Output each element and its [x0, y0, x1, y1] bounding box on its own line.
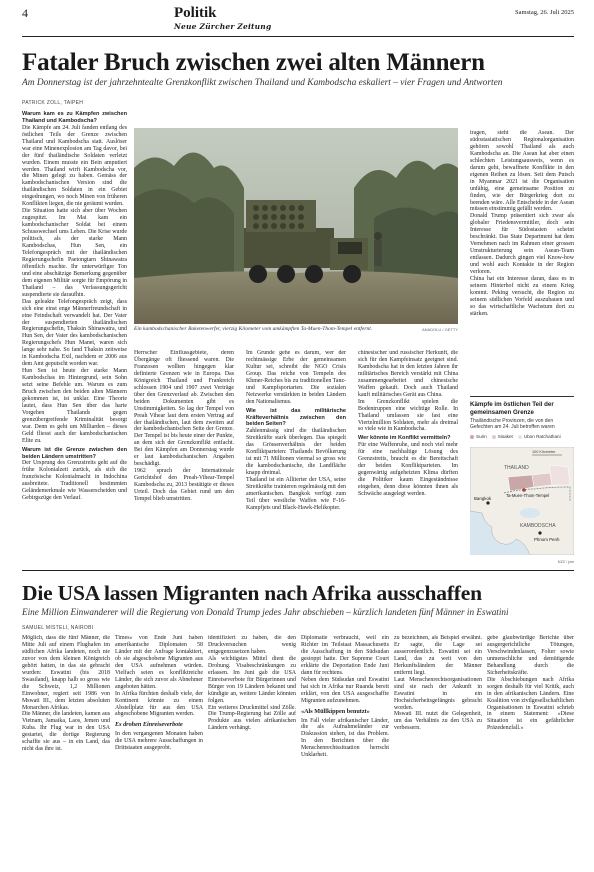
legend-item-sisaket: Sisaket: [492, 434, 513, 439]
article2-column-2: [115, 635, 203, 865]
paragraph: Neben dem Südsudan und Eswatini hat sich in Afrika nur Ruanda bereit erklärt, von den USA ausgeschaffte Migranten aufzunehmen.: [301, 676, 389, 704]
article2-headline: Die USA lassen Migranten nach Afrika ausschaffen: [22, 581, 482, 605]
map-scale: 100 Kilometer: [532, 450, 556, 454]
rocket-launcher-photo: [134, 128, 458, 324]
map-subtitle: Thailändische Provinzen, die von den Gefechten am 24. Juli betroffen waren: [470, 418, 555, 431]
photo-caption: [134, 326, 458, 333]
paragraph: identifiziert zu haben, die den Druckversuchen wenig entgegenzusetzen haben.: [208, 635, 296, 655]
article1-column-5: [470, 130, 574, 392]
photo-caption-text: Ein kambodschanischer Raketenwerfer, vierzig Kilometer vom umkämpften Ta-Muen-Thom-Tempel entfernt.: [134, 326, 373, 332]
section-title: Politik: [174, 5, 217, 21]
paragraph: Laut Menschenrechtsorganisationen sind sie nach der Ankunft in Eswatini in ein Hochsicherheitsgefängnis gebracht worden.: [394, 676, 482, 711]
map-source: NZZ / jwe: [557, 560, 574, 564]
question-heading: Wer könnte im Konflikt vermitteln?: [358, 435, 451, 442]
legend-swatch-icon: [492, 435, 496, 439]
issue-date: Samstag, 26. Juli 2025: [514, 9, 574, 16]
paragraph: Ein weiteres Druckmittel sind Zölle. Die Trump-Regierung hat Zölle auf Produkte aus vielen afrikanischen Ländern verhängt.: [208, 704, 296, 732]
article2-column-4: [301, 635, 389, 865]
paragraph: Thailand ist ein Alliierter der USA, seine Streitkräfte trainieren regelmässig mit den amerikanischen. Bangkok verfügt zum Teil über westliche Waffen wie F-16-Kampfjets und Black-Hawk-Helikopter.: [246, 477, 346, 511]
paragraph: Die Kämpfe am 24. Juli fanden entlang des östlichen Teils der Grenze zwischen Thailand und Kambodscha statt. Auslöser war eine Minenexplosion am Tag davor, bei der fünf thailändische Soldaten verletzt wurden. Einem musste ein Bein amputiert werden. Thailand wirft Kambodscha vor, die Minen gelegt zu haben. Gemäss der kambodschanischen Version sind die thailändischen Soldaten in ein Gebiet eingedrungen, wo noch Minen von früheren Konflikten liegen, die nie geräumt wurden.: [22, 124, 127, 208]
question-heading: Warum kam es zu Kämpfen zwischen Thailand und Kambodscha?: [22, 111, 127, 124]
paragraph: In Afrika fürchten deshalb viele, der Kontinent könnte zu einem Abstellplatz für aus den USA abgeschobene Migranten werden.: [115, 690, 203, 718]
paragraph: Zahlenmässig sind die thailändischen Streitkräfte stark überlegen. Das spiegelt das Grössenverhältnis der beiden Konfliktparteien: Thailands Bevölkerung ist mit 71 Millionen viermal so gross wie die kambodschanische, die Landfläche knapp dreimal.: [246, 428, 346, 477]
map-label-bangkok: Bangkok: [474, 496, 492, 501]
article1-column-2: [134, 350, 234, 560]
article2-column-3: [208, 635, 296, 865]
paragraph: chinesischer und russischer Herkunft, die sich für den Kampfeinsatz geeignet sind. Kambodscha hat in den letzten Jahren ihr militärisches Bereich verstärkt mit China zusammengearbeitet und chinesische Waffen gekauft. Doch auch Thailand kauft militärisches Gerät aus China.: [358, 350, 458, 398]
border-map: [470, 447, 574, 555]
map-label-temple: Ta-Muen-Thom-Tempel: [506, 493, 550, 498]
paragraph: Diplomatie verbraucht, weil ein Richter im Teilstaat Massachusetts die Ausschaffung in den Südsudan gestoppt hatte. Der Supreme Court erklärte die Deportation Ende Juni dann für rechtens.: [301, 635, 389, 676]
article1-column-4: [358, 350, 458, 560]
article1-headline: Fataler Bruch zwischen zwei alten Männern: [22, 49, 485, 76]
article1-dek: Am Donnerstag ist der jahrzehntealte Grenzkonflikt zwischen Thailand und Kambodscha eskaliert – vier Fragen und Antworten: [22, 78, 503, 88]
legend-item-surin: Surin: [470, 434, 487, 439]
article-divider: [22, 570, 574, 571]
paragraph: Im Grunde gehe es darum, wer der rechtmässige Erbe der gemeinsamen Kultur sei, schreibt die NGO Crisis Group. Das reiche von Tempeln des Khmer-Reiches bis zu traditionellen Tanz- und Kampfsportarten. Die sozialen Netzwerke verstärkten in beiden Ländern den Nationalismus.: [246, 350, 346, 405]
paragraph: Times» von Ende Juni haben amerikanische Diplomaten 58 Länder mit der Anfrage kontaktiert, ob sie abgeschobene Migranten aus den USA aufnehmen würden. Vielfach seien es konfliktreiche Länder, die sich zuvor als Abnehmer angeboten hätten.: [115, 635, 203, 690]
article2-column-5: [394, 635, 482, 865]
paragraph: Das geleakte Telefongespräch zeigt, dass sich eine einst enge Männerfreundschaft in eine Feindschaft verwandelt hat. Der Vater der suspendierten thailändischen Regierungschefin, Thaksin Shinawatra, und Hun Sen, der Vater des kambodschanischen Regierungschefs Hun Manet, waren sich lange sehr nahe. So fand Thaksin zeitweise in Kambodscha Exil, nachdem er 2006 aus dem Amt geputscht worden war.: [22, 298, 127, 368]
paragraph: zu bezeichnen, als Beispiel erwähnt. Er sagte, die Lage sei ausserordentlich. Eswatini sei ein Land, das zu weit von den Herkunftsländern der Männer entfernt liegt.: [394, 635, 482, 676]
article-photo: [134, 128, 458, 324]
paragraph: Für eine Waffenruhe, und noch viel mehr für eine nachhaltige Lösung des Grenzstreits, braucht es die Bereitschaft der beiden Konfliktparteien. Im gegenwärtig aufgeheizten Klima dürften die Politiker kaum Eingeständnisse eingehen, denn diese könnten ihnen als Schwäche ausgelegt werden.: [358, 442, 458, 498]
paragraph: Möglich, dass die fünf Männer, die Mitte Juli auf einem Flughafen im südlichen Afrika landeten, noch nie zuvor von dem kleinen Königreich gehört hatten, in das sie gebracht wurden: Eswatini (bis 2018 Swasiland), knapp halb so gross wie die Schweiz, 1,2 Millionen Einwohner, regiert seit 1986 von Mswati III., dem letzten absoluten Monarchen Afrikas.: [22, 635, 110, 711]
header-rule: [22, 36, 574, 37]
map-label-thailand: THAILAND: [504, 465, 529, 471]
photo-credit: ANADOLU / GETTY: [421, 327, 458, 332]
article1-column-1: [22, 109, 127, 559]
paragraph: Die Abschiebungen nach Afrika sorgen deshalb für viel Kritik, auch in den afrikanischen Ländern. Eine Koalition von zivilgesellschaftlichen Organisationen in Eswatini schrieb in einem Statement: «Diese Situation ist ein gefährlicher Präzedenzfall.»: [487, 676, 574, 732]
paragraph: Donald Trump präsentiert sich zwar als globaler Friedensvermittler, doch sein Interesse für Südostasien scheint beschränkt. Das State Department hat dem Vernehmen nach im Rahmen einer grossen Umstrukturierung sein Asean-Team entlassen. Dadurch gingen viel Know-how und wohl auch Kontakte in der Region verloren.: [470, 213, 574, 276]
paragraph: Die Männer, die landeten, kamen aus Vietnam, Jamaika, Laos, Jemen und Kuba. Ihr Flug war in den USA gestartet, die dortige Regierung schaffte sie aus – in ein Land, das nicht das ihre ist.: [22, 711, 110, 753]
legend-item-ubon: Ubon Ratchathani: [518, 434, 561, 439]
paragraph: Die Situation hatte sich aber über Wochen zugespitzt. Im Mai kam ein kambodschanischer Soldat bei einem Schusswechsel ums Leben. Die Krise wurde politisch, als der starke Mann Kambodschas, Hun Sen, ein Telefongespräch mit der thailändischen Regierungschefin Paetongtarn Shinawatra öffentlich machte. Ihr unterwürfiger Ton und eine abschätzige Bemerkung gegenüber dem eigenen Militär sorgte für Empörung in Thailand – das Verfassungsgericht suspendierte sie daraufhin.: [22, 208, 127, 298]
paragraph: Der Ursprung des Grenzstreits geht auf die frühe Kolonialzeit zurück, als sich die französische Kolonialmacht in Indochina ausbreitete. Traditionell bestimmten Geländemerkmale wie Wasserscheiden und Gebirgszüge den Verlauf.: [22, 460, 127, 502]
article2-column-1: [22, 635, 110, 865]
article1-byline: PATRICK ZOLL, TAIPEH: [22, 100, 84, 106]
article1-column-3: [246, 350, 346, 560]
paragraph: China hat ein Interesse daran, dass es in seinem Hinterhof nicht zu einem Krieg kommt. Peking versucht, die Region zu seinem südlichen Vorfeld auszubauen und so das wirtschaftliche Wachstum dort zu stärken.: [470, 276, 574, 317]
map-infobox: [470, 396, 574, 564]
map-legend: [470, 434, 574, 439]
paragraph: Mswati III. nutzt die Gelegenheit, um das Verhältnis zu den USA zu verbessern.: [394, 711, 482, 732]
paragraph: Im Fall vieler afrikanischer Länder, die als Aufnahmeländer zur Diskussion stehen, ist das Problem. In den Berichten über die Menschenrechtssituation herrscht Unklarheit.: [301, 717, 389, 759]
page-number: 4: [22, 6, 28, 20]
map-title: Kämpfe im östlichen Teil der gemeinsamen Grenze: [470, 401, 554, 416]
paragraph: In den vergangenen Monaten haben die USA mehrere Ausschaffungen in Drittstaaten ausgeprobt.: [115, 731, 203, 752]
article2-dek: Eine Million Einwanderer will die Regierung von Donald Trump jedes Jahr abschieben – kürzlich landeten fünf Männer in Eswatini: [22, 607, 509, 617]
legend-swatch-icon: [470, 435, 474, 439]
paragraph: tragen, steht die Asean. Der südostasiatischen Regionalorganisation gehören sowohl Thailand als auch Kambodscha an. Die Asean hat aber einen schlechten Leistungsausweis, wenn es darum geht, bewaffnete Konflikte in den eigenen Reihen zu lösen. Seit dem Putsch in Myanmar 2021 ist die Organisation unfähig, eine gemeinsame Position zu finden, wie der Bürgerkrieg dort zu beenden wäre. Alle Entscheide in der Asean müssen einstimmig gefällt werden.: [470, 130, 574, 213]
paragraph: Herrscher Einflussgebiete, deren Übergänge oft fliessend waren. Die Franzosen wollten hingegen klar definierte Grenzen wie in Europa. Das Königreich Thailand und Frankreich schlossen 1904 und 1907 zwei Verträge über den Grenzverlauf ab. Zwischen den beiden Dokumenten gibt es Unstimmigkeiten. So lag der Tempel von Preah Vihear laut dem ersten Vertrag auf der thailändischen, laut dem zweiten auf der kambodschanischen Seite der Grenze. Der Tempel ist bis heute einer der Punkte, an dem sich der Grenzkonflikt entfacht. Bei den Kämpfen am Donnerstag wurde er laut kambodschanischen Angaben beschädigt.: [134, 350, 234, 468]
newspaper-name: Neue Zürcher Zeitung: [174, 22, 272, 31]
article2-column-6: [487, 635, 574, 865]
legend-swatch-icon: [518, 435, 522, 439]
paragraph: Im Grenzkonflikt spielen die Bodentruppen eine wichtige Rolle. In Thailand umfassen sie fast eine Viertelmillion Soldaten, mehr als dreimal so viele wie in Kambodscha.: [358, 398, 458, 433]
paragraph: 1962 sprach der Internationale Gerichtshof den Preah-Vihear-Tempel Kambodscha zu, 2013 bestätigte er dieses Urteil. Doch das Gebiet rund um den Tempel blieb umstritten.: [134, 468, 234, 503]
newspaper-page: [22, 6, 574, 866]
question-heading: Warum ist die Grenze zwischen den beiden Ländern umstritten?: [22, 446, 127, 460]
map-label-phnom-penh: Phnom Penh: [534, 537, 560, 542]
map-label-cambodia: KAMBODSCHA: [520, 523, 556, 529]
subheading: Es drohen Einreiseverbote: [115, 721, 183, 729]
article2-byline: SAMUEL MISTELI, NAIROBI: [22, 625, 94, 631]
subheading: «Als Müllkippen benutzt»: [301, 707, 370, 715]
question-heading: Wie ist das militärische Kräfteverhältnis zwischen den beiden Seiten?: [246, 407, 346, 428]
page-header: [22, 6, 574, 36]
paragraph: Hun Sen ist heute der starke Mann Kambodschas im Hintergrund, sein Sohn setzt seine Befehle um. Warum es zum Bruch zwischen den beiden alten Männern gekommen ist, ist unklar. Eine Theorie lautet, dass Hun Sen über das harte Vorgehen Thailands gegen grenzübergreifende Kriminalität besorgt war. Denn es geht um Milliarden – dieses Geld fliesst auch der kambodschanischen Elite zu.: [22, 368, 127, 444]
paragraph: gebe glaubwürdige Berichte über ausgergerichtliche Tötungen, Verschwindenlassen, Folter sowie unmenschliche und demütigende Behandlung durch die Sicherheitskräfte.: [487, 635, 574, 676]
paragraph: Als wichtigstes Mittel dient die Drohung. Visabeschränkungen zu erlassen. Im Juni gab die USA Einreiseverbote für Bürgerinnen und Bürger von 19 Ländern bekannt und kündigte an, weitere Länder könnten folgen.: [208, 655, 296, 704]
